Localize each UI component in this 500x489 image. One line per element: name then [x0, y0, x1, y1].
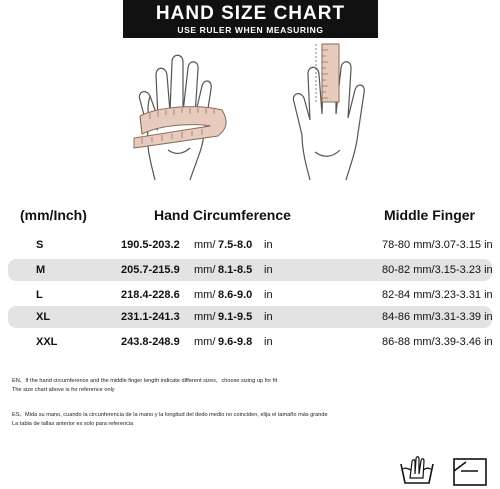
circumference-mm: 243.8-248.9 [121, 336, 180, 348]
in-unit: in [264, 239, 273, 251]
size-label: XXL [36, 336, 58, 348]
title-banner [123, 0, 378, 38]
size-row-l [8, 284, 492, 306]
hand-illustrations [110, 40, 400, 190]
size-label: M [36, 264, 46, 276]
middle-finger-length: 86-88 mm/3.39-3.46 in [382, 336, 493, 348]
no-tumble-dry-icon [452, 457, 488, 487]
measuring-tape-circumference [134, 107, 226, 148]
unit-header: (mm/Inch) [20, 207, 87, 223]
circumference-mm: 205.7-215.9 [121, 264, 180, 276]
middle-finger-length: 82-84 mm/3.23-3.31 in [382, 289, 493, 301]
size-label: XL [36, 311, 51, 323]
hand-wash-icon [398, 456, 436, 486]
note-es-line1: ES、Mida su mano, cuando la circunferencia de la mano y la longitud del dedo medio no coinciden, elija el tamaño más grande [12, 412, 328, 418]
in-unit: in [264, 311, 273, 323]
note-es-line2: La tabla de tallas anterior es solo para referencia [12, 421, 134, 427]
mm-unit: mm/ [194, 264, 216, 276]
middle-finger-length: 80-82 mm/3.15-3.23 in [382, 264, 493, 276]
circumference-header: Hand Circumference [154, 207, 291, 223]
size-row-xxl [8, 331, 492, 353]
circumference-in: 8.1-8.5 [218, 264, 253, 276]
size-row-m [8, 259, 492, 281]
circumference-in: 9.1-9.5 [218, 311, 253, 323]
mm-unit: mm/ [194, 311, 216, 323]
finger-header: Middle Finger [384, 207, 475, 223]
note-en-line2: The size chart above is for reference only [12, 387, 115, 393]
size-row-xl [8, 306, 492, 328]
size-row-s [8, 234, 492, 256]
in-unit: in [264, 289, 273, 301]
circumference-in: 8.6-9.0 [218, 289, 253, 301]
circumference-mm: 218.4-228.6 [121, 289, 180, 301]
middle-finger-length: 78-80 mm/3.07-3.15 in [382, 239, 493, 251]
circumference-in: 9.6-9.8 [218, 336, 253, 348]
circumference-mm: 190.5-203.2 [121, 239, 180, 251]
chart-subtitle: USE RULER WHEN MEASURING [177, 25, 324, 35]
circumference-mm: 231.1-241.3 [121, 311, 180, 323]
chart-title: HAND SIZE CHART [155, 3, 346, 24]
circumference-in: 7.5-8.0 [218, 239, 253, 251]
mm-unit: mm/ [194, 336, 216, 348]
mm-unit: mm/ [194, 289, 216, 301]
size-label: L [36, 289, 43, 301]
note-en-line1: EN、If the hand circumference and the middle finger length indicate different sizes，choose sizing up for fit [12, 378, 278, 384]
in-unit: in [264, 336, 273, 348]
middle-finger-length: 84-86 mm/3.31-3.39 in [382, 311, 493, 323]
size-label: S [36, 239, 44, 251]
mm-unit: mm/ [194, 239, 216, 251]
in-unit: in [264, 264, 273, 276]
